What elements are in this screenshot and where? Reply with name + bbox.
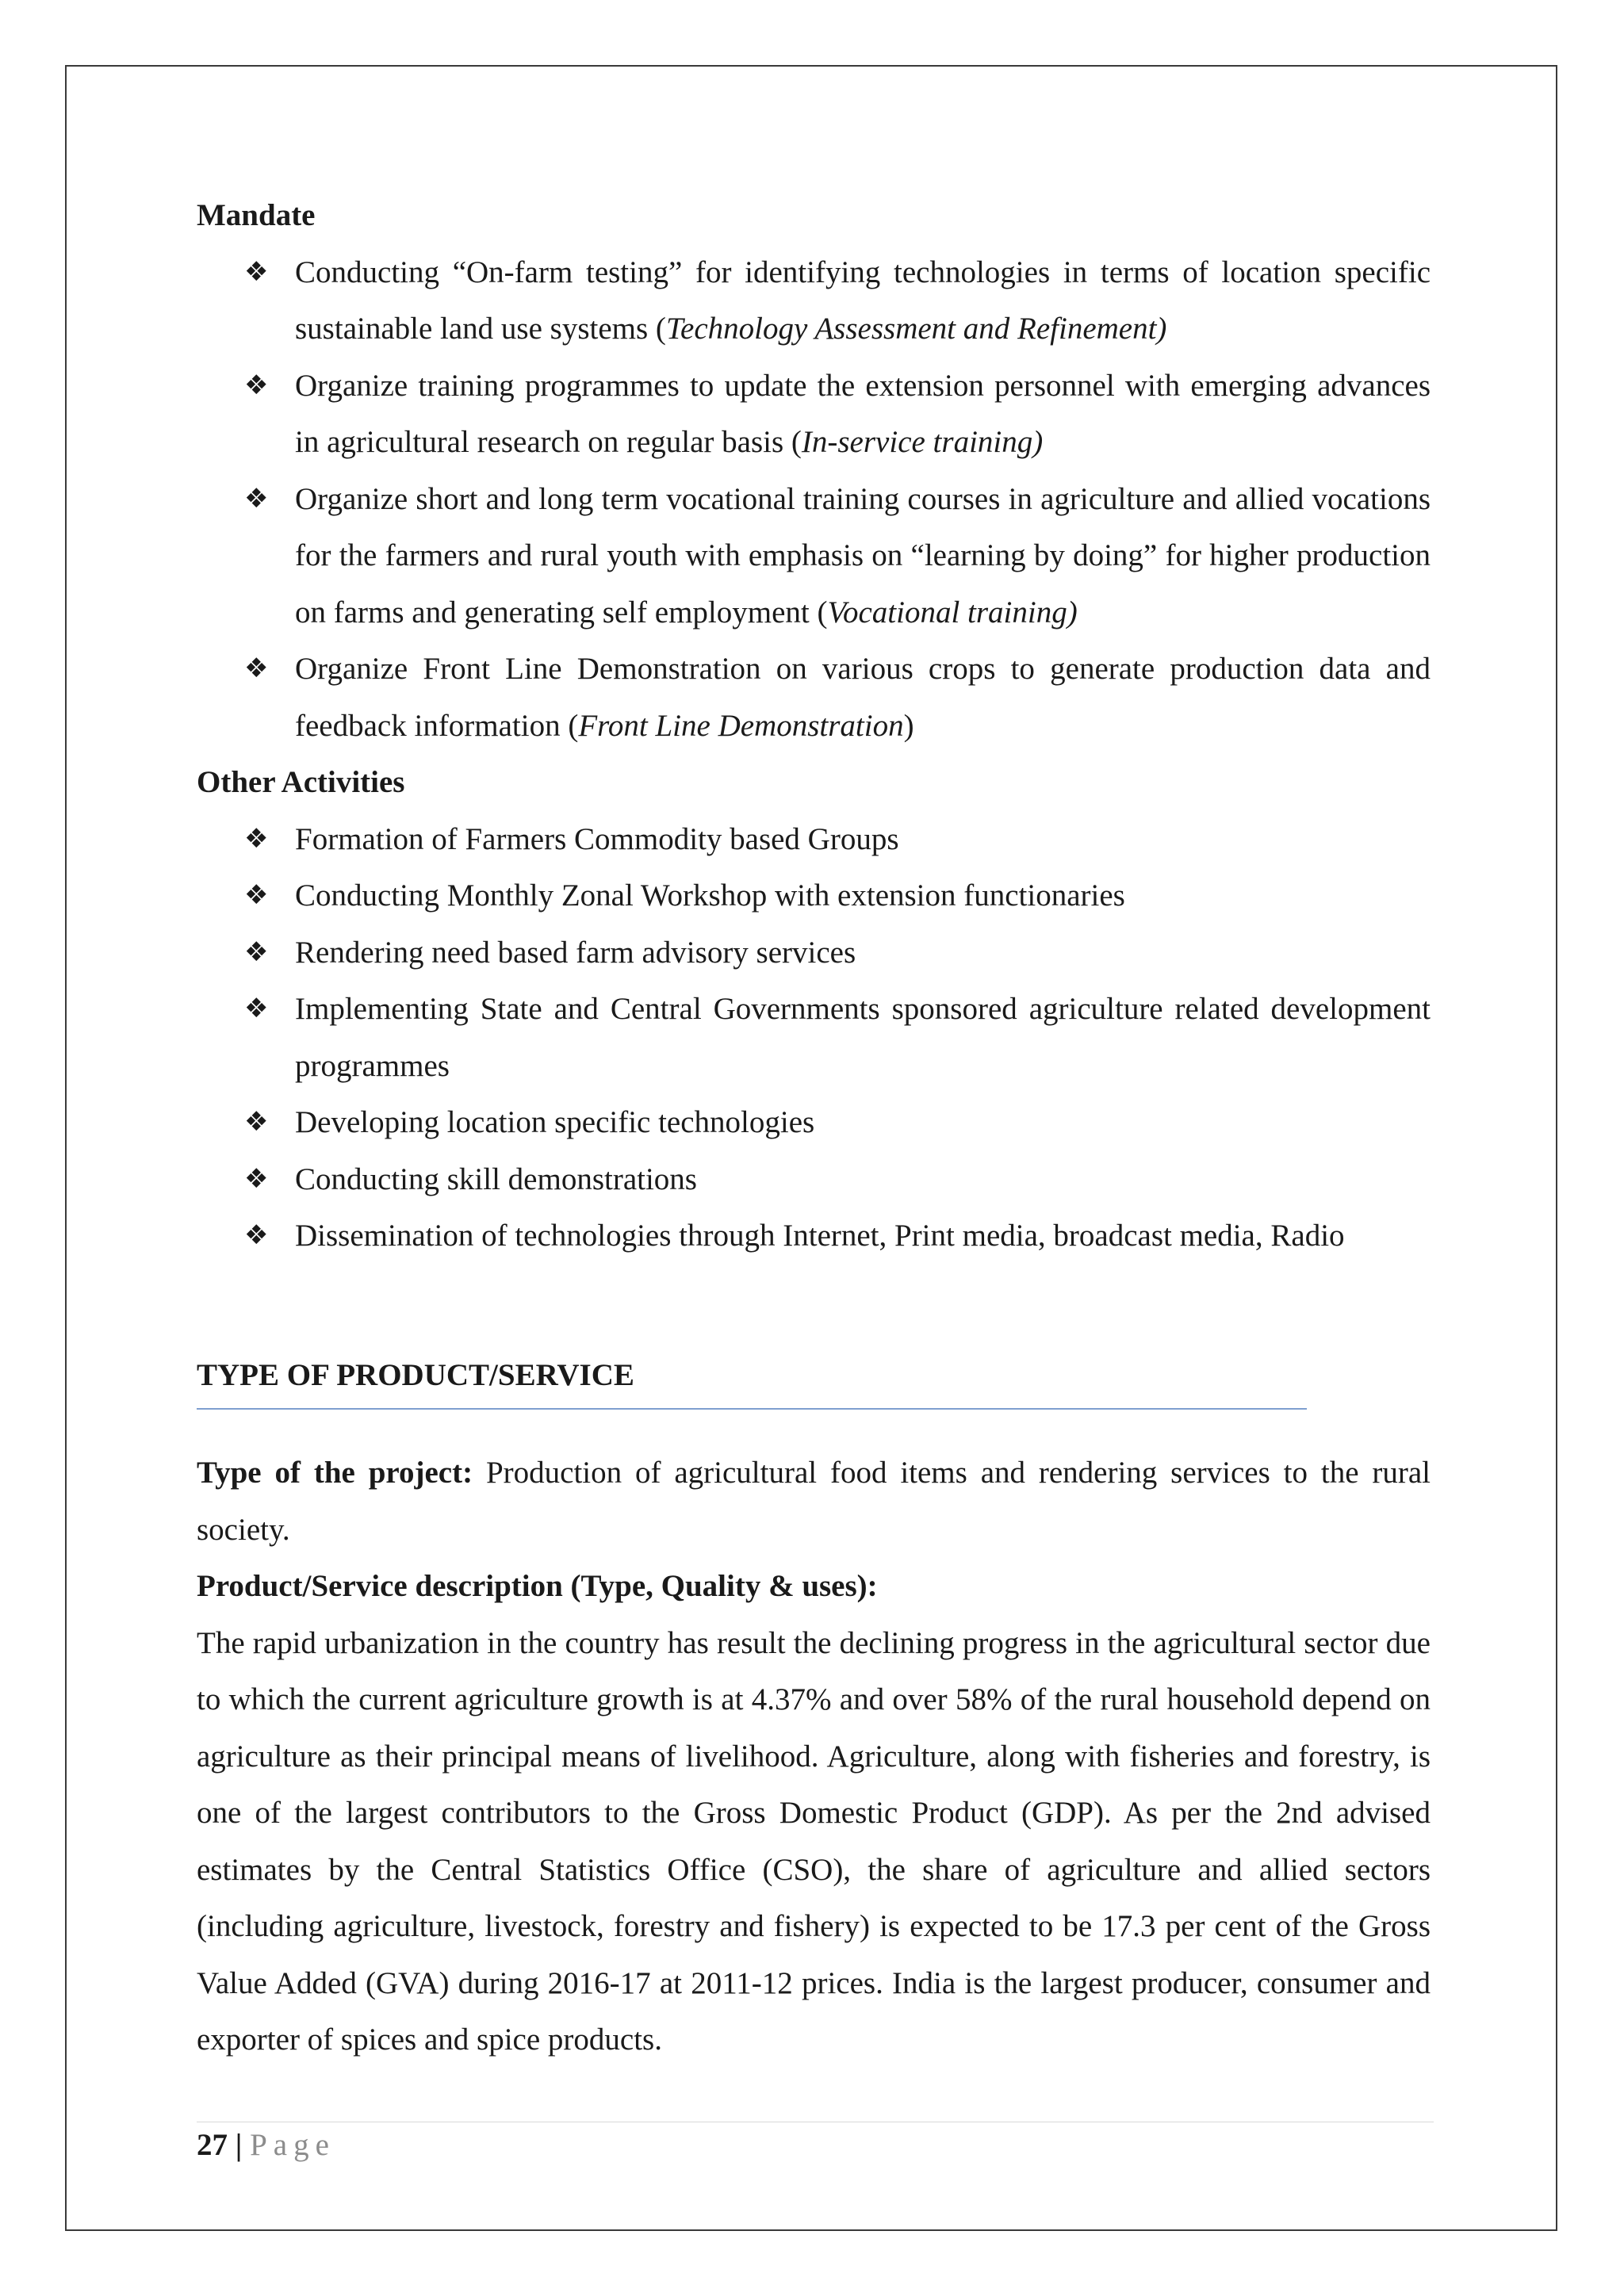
product-description-paragraph: The rapid urbanization in the country has result the declining progress in the agricultural sector due to which the current agriculture growth is at 4.37% and over 58% of the rural household depend on agriculture as their principal means of livelihood. Agriculture, along with fisheries and forestry, is one of the largest contributors to the Gross Domestic Product (GDP). As per the 2nd advised estimates by the Central Statistics Office (CSO), the share of agriculture and allied sectors (including agriculture, livestock, forestry and fishery) is expected to be 17.3 per cent of the Gross Value Added (GVA) during 2016-17 at 2011-12 prices. India is the largest producer, consumer and exporter of spices and spice products. <box>197 1625 1431 2057</box>
list-item-italic: In-service training) <box>801 425 1044 459</box>
list-item-italic: Technology Assessment and Refinement) <box>665 312 1167 346</box>
mandate-heading: Mandate <box>197 198 316 232</box>
diamond-bullet-icon: ❖ <box>244 1106 269 1138</box>
diamond-bullet-icon: ❖ <box>244 879 269 911</box>
project-type-text: Production of agricultural food items and rendering services to the rural society. <box>197 1456 1431 1547</box>
page-footer <box>197 2125 335 2166</box>
list-item <box>197 244 1431 358</box>
list-item-text: Organize training programmes to update the extension personnel with emerging advances in agricultural research on regular basis ( <box>295 368 1431 459</box>
list-item-text: Conducting “On-farm testing” for identifying technologies in terms of location specific sustainable land use systems ( <box>295 254 1431 346</box>
list-item <box>197 471 1431 641</box>
list-item <box>197 641 1431 754</box>
list-item <box>197 981 1431 1094</box>
diamond-bullet-icon: ❖ <box>244 482 269 515</box>
list-item-text: Organize short and long term vocational training courses in agriculture and allied vocations for the farmers and rural youth with emphasis on “learning by doing” for higher production on farms and generating self employment ( <box>295 481 1431 629</box>
list-item <box>197 924 1431 982</box>
list-item-italic: Vocational training) <box>827 595 1078 629</box>
list-item-italic: Front Line Demonstration <box>578 708 904 743</box>
other-activities-list <box>197 811 1431 1265</box>
diamond-bullet-icon: ❖ <box>244 369 269 401</box>
list-item <box>197 1094 1431 1151</box>
list-item <box>197 358 1431 471</box>
diamond-bullet-icon: ❖ <box>244 822 269 855</box>
section-divider <box>197 1408 1307 1410</box>
section-title-product-service: TYPE OF PRODUCT/SERVICE <box>197 1357 634 1392</box>
diamond-bullet-icon: ❖ <box>244 936 269 968</box>
list-item-text: Rendering need based farm advisory services <box>295 935 856 970</box>
page-label: Page <box>250 2128 335 2162</box>
list-item-text: Conducting Monthly Zonal Workshop with extension functionaries <box>295 878 1125 913</box>
page-content <box>197 187 1431 2068</box>
diamond-bullet-icon: ❖ <box>244 993 269 1024</box>
diamond-bullet-icon: ❖ <box>244 1162 269 1195</box>
list-item-after: ) <box>903 708 914 743</box>
project-type-paragraph <box>197 1445 1431 1558</box>
project-type-label: Type of the project: <box>197 1456 473 1490</box>
list-item <box>197 1207 1431 1265</box>
list-item-text: Developing location specific technologies <box>295 1105 815 1139</box>
list-item-text: Formation of Farmers Commodity based Groups <box>295 821 899 856</box>
product-description-heading: Product/Service description (Type, Quality & uses): <box>197 1569 878 1603</box>
list-item-text: Implementing State and Central Governments sponsored agriculture related development programmes <box>295 992 1431 1083</box>
page-number: 27 <box>197 2128 228 2162</box>
list-item <box>197 811 1431 868</box>
list-item-text: Dissemination of technologies through Internet, Print media, broadcast media, Radio <box>295 1219 1345 1253</box>
mandate-list <box>197 244 1431 755</box>
diamond-bullet-icon: ❖ <box>244 652 269 684</box>
list-item <box>197 1151 1431 1208</box>
list-item-text: Organize Front Line Demonstration on various crops to generate production data and feedback information ( <box>295 652 1431 743</box>
other-activities-heading: Other Activities <box>197 765 405 799</box>
diamond-bullet-icon: ❖ <box>244 255 269 288</box>
footer-separator: | <box>235 2128 243 2162</box>
list-item <box>197 867 1431 924</box>
diamond-bullet-icon: ❖ <box>244 1219 269 1251</box>
list-item-text: Conducting skill demonstrations <box>295 1161 697 1196</box>
